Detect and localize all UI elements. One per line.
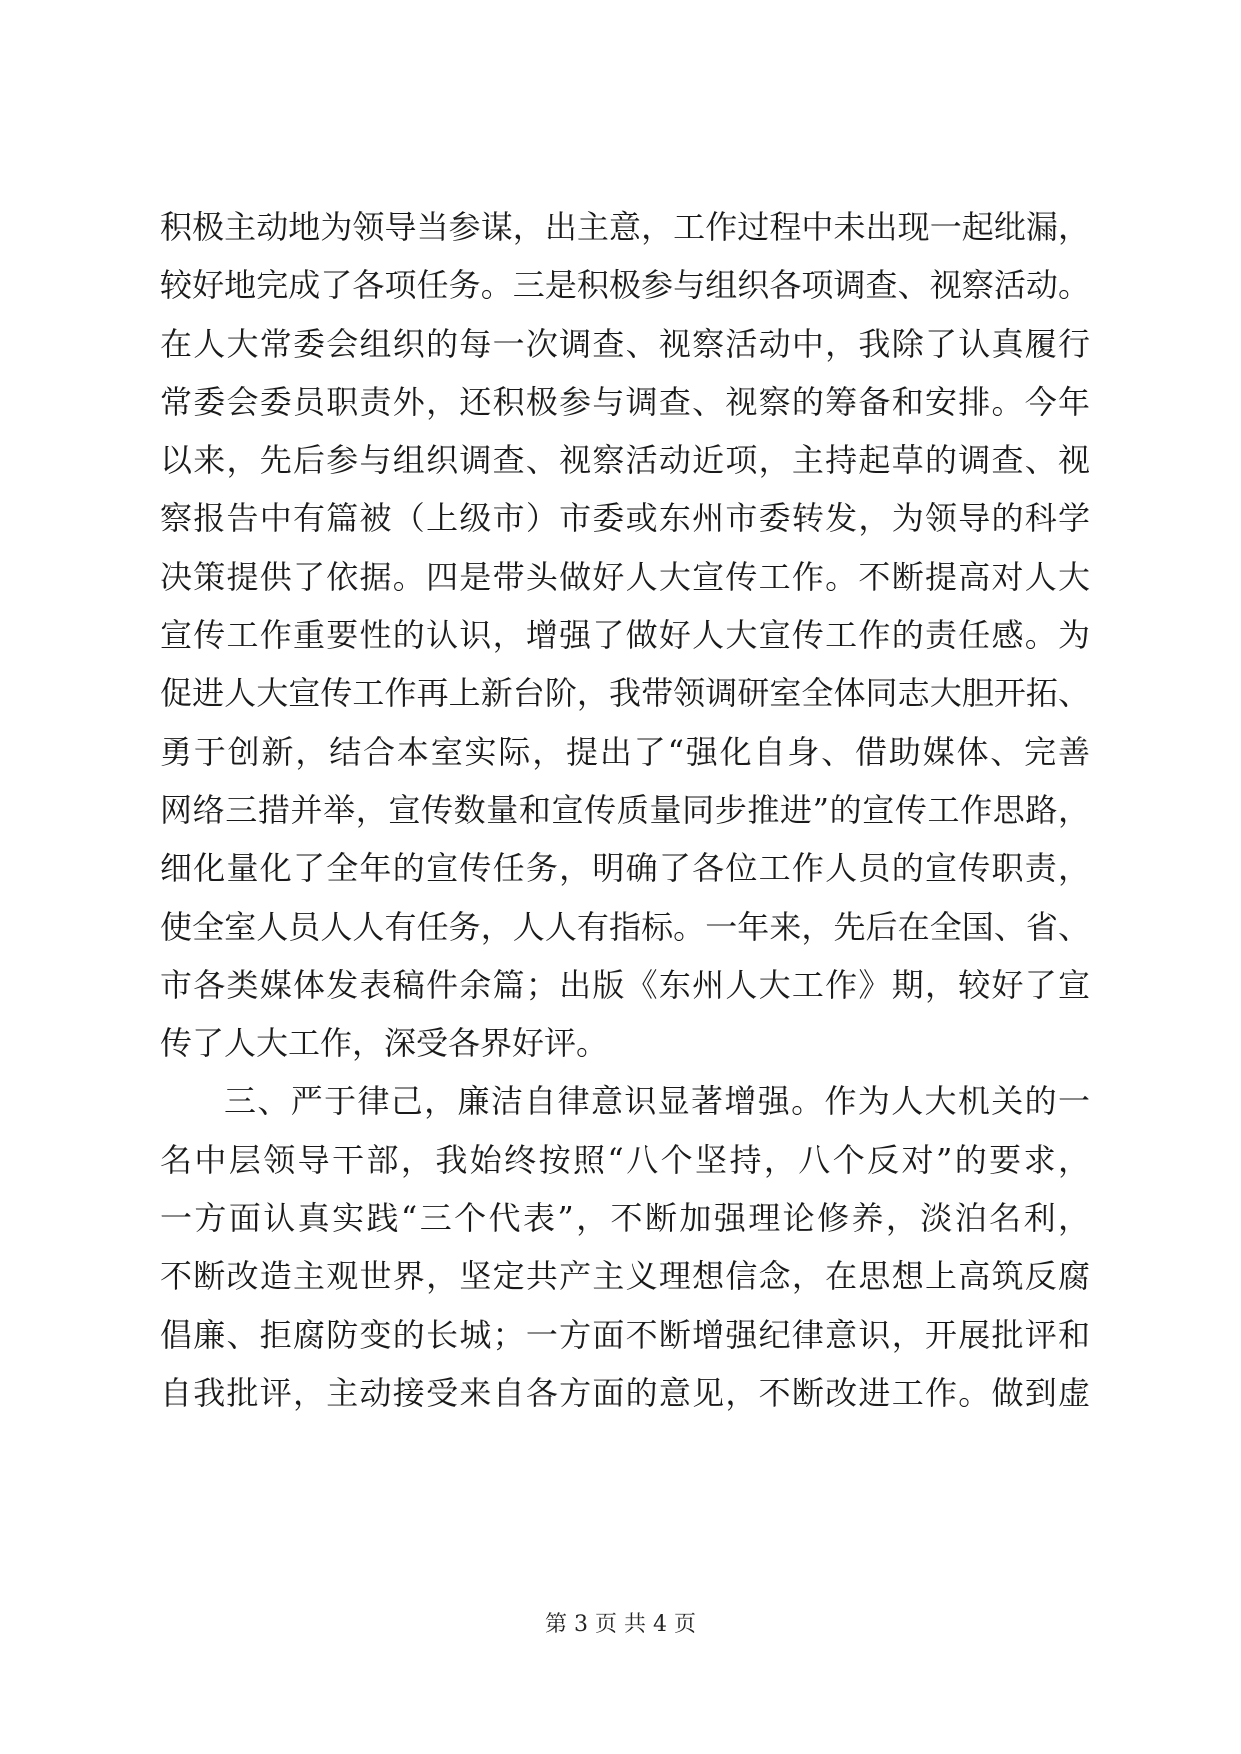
text-line: 勇于创新，结合本室实际，提出了“强化自身、借助媒体、完善: [160, 732, 1090, 771]
text-line: 市各类媒体发表稿件余篇；出版《东州人大工作》期，较好了宣: [160, 965, 1090, 1004]
body-text: [160, 198, 1090, 1422]
section-three-first-line: 三、严于律己，廉洁自律意识显著增强。作为人大机关的一: [224, 1082, 1090, 1121]
text-line: 积极主动地为领导当参谋，出主意，工作过程中未出现一起纰漏，: [160, 208, 1090, 246]
text-line: 网络三措并举，宣传数量和宣传质量同步推进”的宣传工作思路，: [160, 790, 1090, 829]
text-line: 以来，先后参与组织调查、视察活动近项，主持起草的调查、视: [160, 441, 1090, 480]
text-line: 一方面认真实践“三个代表”，不断加强理论修养，淡泊名利，: [160, 1199, 1090, 1238]
text-line: 细化量化了全年的宣传任务，明确了各位工作人员的宣传职责，: [160, 849, 1090, 888]
text-line: 常委会委员职责外，还积极参与调查、视察的筹备和安排。今年: [160, 382, 1090, 421]
page-number: 第 3 页 共 4 页: [545, 1612, 696, 1637]
text-line: 在人大常委会组织的每一次调查、视察活动中，我除了认真履行: [160, 324, 1090, 363]
text-line: 使全室人员人人有任务，人人有指标。一年来，先后在全国、省、: [160, 907, 1090, 946]
text-line: 不断改造主观世界，坚定共产主义理想信念，在思想上高筑反腐: [160, 1257, 1090, 1296]
text-line: 名中层领导干部，我始终按照“八个坚持，八个反对”的要求，: [160, 1140, 1090, 1179]
text-line: 倡廉、拒腐防变的长城；一方面不断增强纪律意识，开展批评和: [160, 1315, 1090, 1354]
text-line: 自我批评，主动接受来自各方面的意见，不断改进工作。做到虚: [160, 1373, 1090, 1412]
text-line: 较好地完成了各项任务。三是积极参与组织各项调查、视察活动。: [160, 266, 1090, 305]
text-line: 决策提供了依据。四是带头做好人大宣传工作。不断提高对人大: [160, 557, 1090, 596]
text-line: 察报告中有篇被（上级市）市委或东州市委转发，为领导的科学: [160, 499, 1090, 538]
text-line: 传了人大工作，深受各界好评。: [160, 1024, 609, 1063]
text-line: 宣传工作重要性的认识，增强了做好人大宣传工作的责任感。为: [160, 616, 1090, 655]
text-line: 促进人大宣传工作再上新台阶，我带领调研室全体同志大胆开拓、: [160, 674, 1090, 713]
page-footer: [0, 1610, 1241, 1640]
